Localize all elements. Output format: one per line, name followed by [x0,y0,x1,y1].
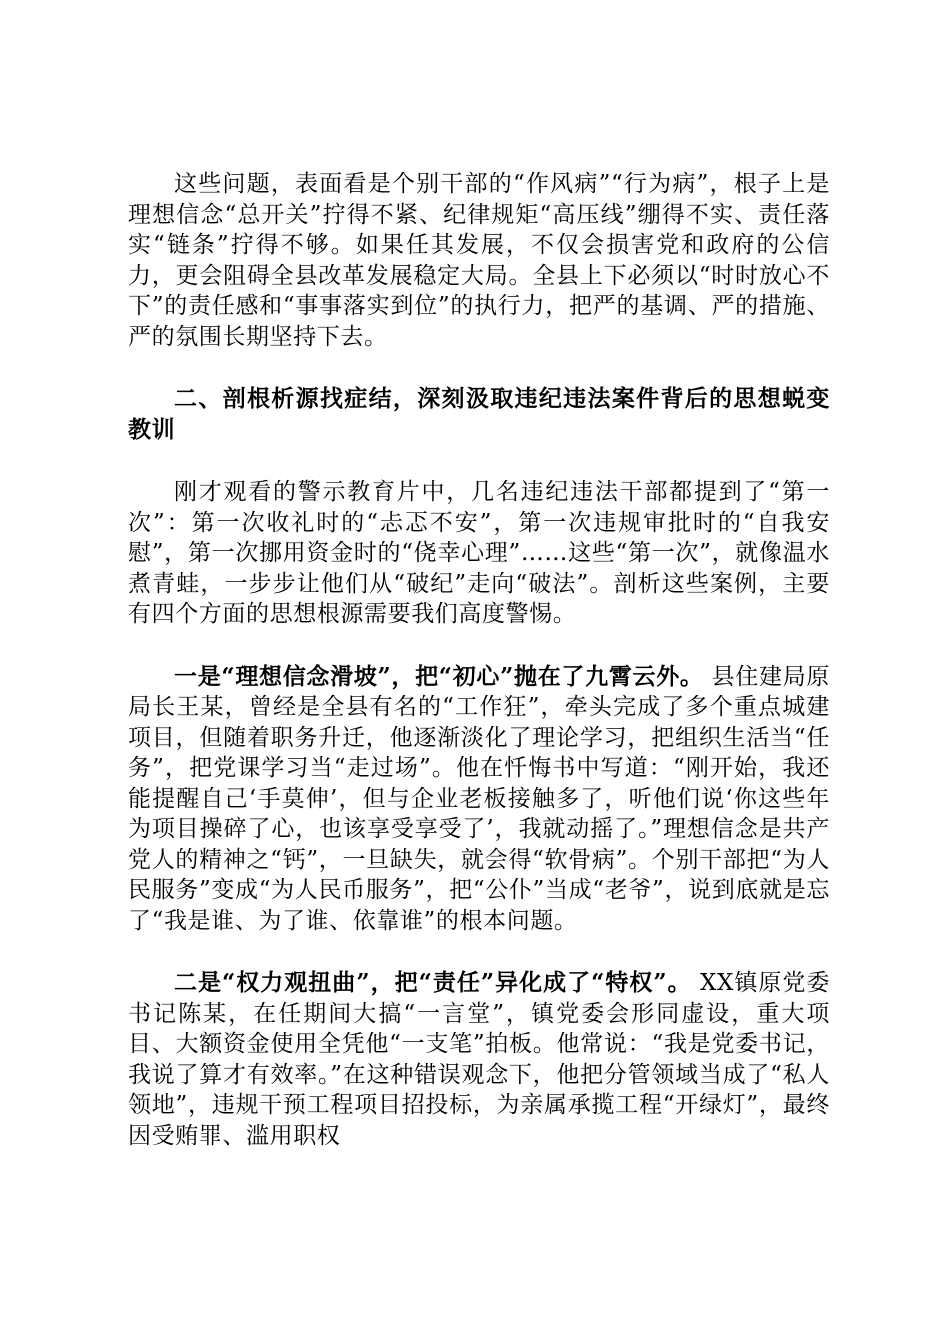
paragraph-problems: 这些问题，表面看是个别干部的“作风病”“行为病”，根子上是理想信念“总开关”拧得不紧、纪律规矩“高压线”绷得不实、责任落实“链条”拧得不够。如果任其发展，不仅会损害党和政府的公信力，更会阻碍全县改革发展稳定大局。全县上下必须以“时时放心不下”的责任感和“事事落实到位”的执行力，把严的基调、严的措施、严的氛围长期坚持下去。 [128,171,830,350]
point-lead: 一是“理想信念滑坡”，把“初心”抛在了九霄云外。 [174,662,704,690]
point-power-view [128,968,830,1151]
document-page [128,169,830,1151]
point-lead: 二是“权力观扭曲”，把“责任”异化成了“特权”。 [174,969,692,996]
section-heading: 二、剖根析源找症结，深刻汲取违纪违法案件背后的思想蜕变教训 [128,385,830,443]
paragraph-first-time: 刚才观看的警示教育片中，几名违纪违法干部都提到了“第一次”：第一次收礼时的“忐忑不安”，第一次违规审批时的“自我安慰”，第一次挪用资金时的“侥幸心理”……这些“第一次”，就像温水煮青蛙，一步步让他们从“破纪”走向“破法”。剖析这些案例，主要有四个方面的思想根源需要我们高度警惕。 [128,479,830,627]
point-body: 县住建局原局长王某，曾经是全县有名的“工作狂”，牵头完成了多个重点城建项目，但随着职务升迁，他逐渐淡化了理论学习，把组织生活当“任务”，把党课学习当“走过场”。他在忏悔书中写道：“刚开始，我还能提醒自己‘手莫伸’，但与企业老板接触多了，听他们说‘你这些年为项目操碎了心，也该享受享受了’，我就动摇了。”理想信念是共产党人的精神之“钙”，一旦缺失，就会得“软骨病”。个别干部把“为人民服务”变成“为人民币服务”，把“公仆”当成“老爷”，说到底就是忘了“我是谁、为了谁、依靠谁”的根本问题。 [128,663,830,934]
point-ideals-belief [128,662,830,937]
point-body: XX镇原党委书记陈某，在任期间大搞“一言堂”，镇党委会形同虚设，重大项目、大额资金使用全凭他“一支笔”拍板。他常说：“我是党委书记，我说了算才有效率。”在这种错误观念下，他把分管领域当成了“私人领地”，违规干预工程项目招投标，为亲属承揽工程“开绿灯”，最终因受贿罪、滥用职权 [128,970,830,1149]
